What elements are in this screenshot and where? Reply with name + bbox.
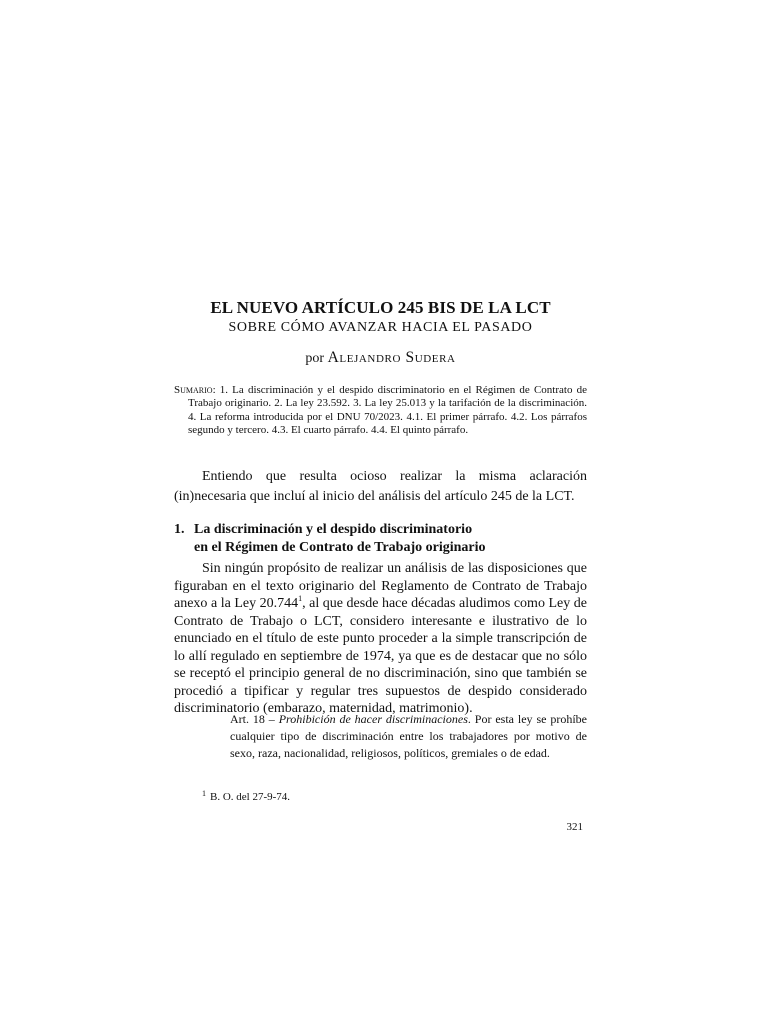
intro-paragraph: Entiendo que resulta ocioso realizar la misma aclaración (in)necesaria que incluí al inicio del análisis del artículo 245 de la LCT.	[174, 469, 587, 504]
footnote-text: B. O. del 27-9-74.	[210, 791, 291, 803]
section-heading-line2: en el Régimen de Contrato de Trabajo originario	[194, 540, 486, 555]
author-prefix: por	[305, 351, 325, 366]
quote-title: Prohibición de hacer discriminaciones	[278, 712, 468, 726]
footnote-reference[interactable]: 1	[298, 594, 303, 603]
article-subtitle: SOBRE CÓMO AVANZAR HACIA EL PASADO	[228, 320, 533, 335]
summary	[174, 384, 587, 438]
section-heading-line1: La discriminación y el despido discriminatorio	[194, 522, 473, 537]
quoted-article	[230, 711, 587, 762]
section-number: 1.	[174, 522, 185, 537]
quote-prefix: Art. 18 –	[230, 712, 279, 726]
footnote-number: 1	[202, 789, 206, 798]
body-text-part1: Sin ningún propósito de realizar un análisis de las disposiciones que figuraban en el texto originario del Reglamento de Contrato de Trabajo anexo a la Ley 20.744	[174, 561, 587, 611]
body-text-part2: , al que desde hace décadas aludimos como Ley de Contrato de Trabajo o LCT, considero interesante e ilustrativo de lo enunciado en el título de este punto proceder a la simple transcripción de lo allí regulado en septiembre de 1974, ya que es de destacar que no sólo se receptó el principio general de no discriminación, sino que también se procedió a tipificar y regular tres supuestos de despido considerado discriminatorio (embarazo, maternidad, matrimonio).	[174, 596, 587, 716]
author-line	[174, 349, 587, 367]
author-name: Alejandro Sudera	[327, 349, 456, 366]
section-heading	[174, 521, 587, 557]
summary-text: : 1. La discriminación y el despido discriminatorio en el Régimen de Contrato de Trabajo originario. 2. La ley 23.592. 3. La ley 25.013 y la tarifación de la discriminación. 4. La reforma introducida por el DNU 70/2023. 4.1. El primer párrafo. 4.2. Los párrafos segundo y tercero. 4.3. El cuarto párrafo. 4.4. El quinto párrafo.	[188, 384, 587, 437]
footnote	[202, 791, 290, 803]
summary-label: Sumario	[174, 384, 213, 396]
body-paragraph	[174, 560, 587, 718]
document-page	[174, 0, 587, 1024]
quote-text: . Por esta ley se prohíbe cualquier tipo de discriminación entre los trabajadores por motivo de sexo, raza, nacionalidad, religiosos, políticos, gremiales o de edad.	[230, 712, 587, 760]
page-number: 321	[566, 821, 583, 833]
article-title: EL NUEVO ARTÍCULO 245 BIS DE LA LCT	[210, 298, 551, 317]
